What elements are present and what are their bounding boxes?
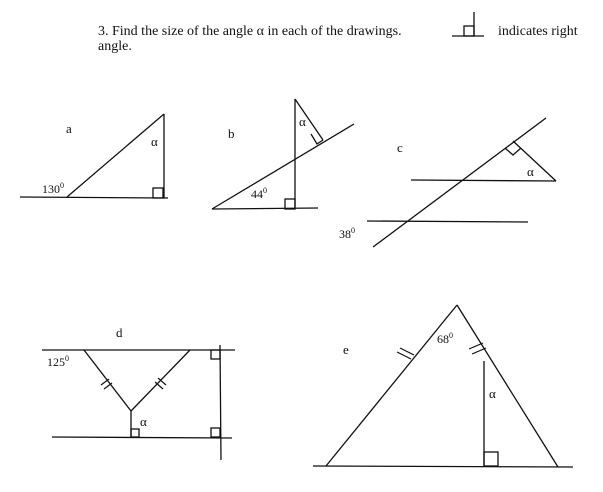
drawing-d-tick-left-2 — [104, 383, 112, 389]
drawing-c-lower-parallel — [367, 221, 528, 222]
drawing-c-transversal — [373, 118, 546, 247]
drawing-a-angle: $130^0$ — [42, 181, 64, 196]
drawing-d-angle: $125^0$ — [47, 354, 69, 369]
drawing-e-angle: $68^0$ — [437, 331, 453, 346]
drawing-b-label: b — [228, 126, 235, 141]
drawing-a-hypotenuse — [67, 114, 164, 197]
drawing-c-perpendicular — [513, 141, 556, 181]
drawing-b-alpha: α — [299, 114, 306, 129]
drawing-e-tick-right-1 — [469, 343, 483, 349]
question-continuation: angle. — [98, 39, 132, 54]
drawing-c-upper-parallel — [411, 180, 556, 181]
drawing-d-vertical-line — [220, 345, 221, 460]
drawing-e-left-side — [326, 305, 457, 466]
drawing-d-alpha: α — [140, 414, 147, 429]
drawing-b-right-angle-top-icon — [311, 134, 323, 144]
drawing-a-label: a — [66, 121, 72, 136]
drawing-d — [42, 325, 235, 460]
drawing-e-base-line — [313, 466, 573, 467]
drawing-e-right-side — [457, 305, 558, 467]
drawing-d-right-angle-lower-icon — [211, 428, 220, 437]
drawing-d-bottom-line — [52, 437, 232, 438]
drawing-e-label: e — [343, 342, 349, 357]
drawing-b-angle: $44^0$ — [251, 186, 267, 201]
drawing-e — [313, 305, 573, 467]
drawing-d-tick-left-1 — [101, 379, 109, 385]
drawing-c — [339, 118, 556, 247]
drawing-e-right-angle-icon — [484, 452, 498, 466]
drawing-c-label: c — [397, 140, 403, 155]
drawing-c-alpha: α — [527, 164, 534, 179]
drawing-c-right-angle-icon — [505, 148, 521, 155]
drawing-b — [212, 99, 354, 209]
question-text: Find the size of the angle α in each of the drawings. — [112, 24, 402, 39]
drawing-a-alpha: α — [151, 134, 158, 149]
drawing-d-label: d — [116, 325, 123, 340]
drawing-d-right-angle-bottom-icon — [131, 429, 139, 437]
drawing-c-angle: $38^0$ — [339, 226, 355, 241]
drawing-a-right-angle-icon — [153, 188, 163, 198]
drawing-b-right-angle-bottom-icon — [285, 199, 295, 209]
drawing-d-right-angle-top-icon — [211, 350, 220, 359]
drawing-a — [20, 114, 168, 198]
drawing-e-alpha: α — [489, 386, 496, 401]
drawing-e-tick-right-2 — [472, 348, 486, 354]
question-number: 3. — [98, 24, 109, 39]
legend-text: indicates right — [498, 24, 578, 39]
drawing-a-base-line — [20, 197, 168, 198]
drawing-b-base-line — [212, 208, 318, 209]
